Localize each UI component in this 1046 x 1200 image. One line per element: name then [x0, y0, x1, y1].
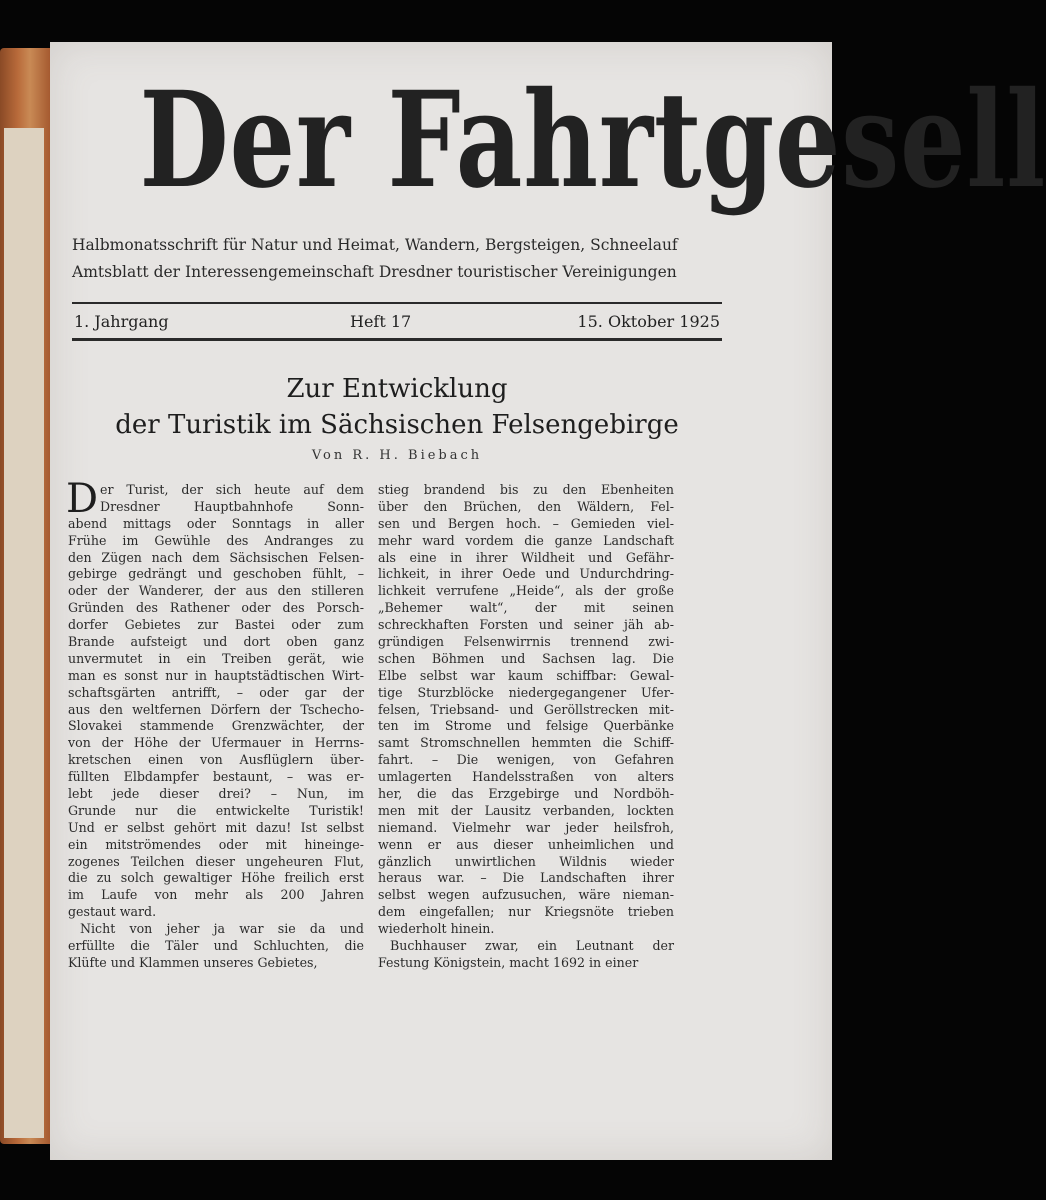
article-text-line: Elbe selbst war kaum schiffbar: Gewal-: [378, 667, 674, 683]
article-text-line: heraus war. – Die Landschaften ihrer: [378, 870, 674, 886]
article-text-line: wiederholt hinein.: [378, 921, 495, 937]
masthead-subtitle-2: Amtsblatt der Interessengemeinschaft Dresdner touristischer Vereinigungen: [72, 263, 677, 281]
issue-volume: 1. Jahrgang: [74, 312, 169, 331]
article-text-line: mehr ward vordem die ganze Landschaft: [378, 532, 674, 548]
article-text-line: selbst wegen aufzusuchen, wäre nieman-: [378, 887, 674, 903]
divider-bottom: [72, 338, 722, 341]
article-text-line: schen Böhmen und Sachsen lag. Die: [378, 650, 674, 666]
book-spine: [0, 48, 50, 1144]
article-text-line: unvermutet in ein Treiben gerät, wie: [68, 650, 364, 666]
article-text-line: aus den weltfernen Dörfern der Tschecho-: [68, 701, 364, 717]
article-text-line: schaftsgärten antrifft, – oder gar der: [68, 684, 364, 700]
article-byline: Von R. H. Biebach: [311, 448, 483, 463]
article-text-line: Brande aufsteigt und dort oben ganz: [68, 634, 364, 650]
article-text-line: kretschen einen von Ausflüglern über-: [68, 752, 364, 768]
article-column-left: [66, 476, 364, 972]
article-text-line: oder der Wanderer, der aus den stilleren: [68, 583, 364, 599]
issue-info-bar: [72, 310, 722, 336]
article-column-right: [378, 482, 674, 972]
article-title-line-1: Zur Entwicklung: [286, 374, 508, 404]
article-text-line: er Turist, der sich heute auf dem: [100, 482, 364, 497]
issue-number: Heft 17: [350, 312, 412, 331]
article-text-line: den Zügen nach dem Sächsischen Felsen-: [68, 549, 364, 565]
masthead-subtitle-1: Halbmonatsschrift für Natur und Heimat, Wandern, Bergsteigen, Schneelauf: [72, 236, 678, 254]
article-text-line: umlagerten Handelsstraßen von alters: [378, 769, 674, 785]
article-text-line: abend mittags oder Sonntags in aller: [68, 515, 364, 531]
article-text-line: felsen, Triebsand- und Geröllstrecken mit-: [378, 701, 674, 717]
article-text-line: Buchhauser zwar, ein Leutnant der: [390, 938, 674, 954]
article-text-line: fahrt. – Die wenigen, von Gefahren: [378, 752, 674, 768]
article-text-line: Grunde nur die entwickelte Turistik!: [68, 802, 364, 818]
article-text-line: Gründen des Rathener oder des Porsch-: [68, 600, 364, 616]
article-text-line: ein mitströmendes oder mit hineinge-: [68, 836, 364, 852]
article-text-line: tige Sturzblöcke niedergegangener Ufer-: [378, 684, 674, 700]
article-text-line: wenn er aus dieser unheimlichen und: [378, 836, 674, 852]
article-text-line: Klüfte und Klammen unseres Gebietes,: [68, 954, 318, 970]
article-text-line: im Laufe von mehr als 200 Jahren: [68, 887, 364, 903]
spine-inner-edge: [4, 128, 44, 1138]
article-text-line: zogenes Teilchen dieser ungeheuren Flut,: [68, 853, 364, 869]
article-text-line: men mit der Lausitz verbanden, lockten: [378, 802, 674, 818]
article-text-line: man es sonst nur in hauptstädtischen Wirt-: [68, 667, 364, 683]
article-text-line: erfüllte die Täler und Schluchten, die: [68, 938, 364, 954]
article-text-line: dem eingefallen; nur Kriegsnöte trieben: [378, 904, 674, 920]
article-text-line: stieg brandend bis zu den Ebenheiten: [378, 482, 674, 497]
article-text-line: sen und Bergen hoch. – Gemieden viel-: [378, 515, 674, 531]
article-text-line: die zu solch gewaltiger Höhe freilich erst: [68, 870, 364, 886]
article-text-line: als eine in ihrer Wildheit und Gefähr-: [378, 549, 674, 565]
article-text-line: lichkeit verrufene „Heide“, als der große: [378, 583, 674, 599]
article-text-line: Slovakei stammende Grenzwächter, der: [68, 718, 364, 734]
article-text-line: Nicht von jeher ja war sie da und: [80, 921, 364, 937]
article-text-line: gebirge gedrängt und geschoben fühlt, –: [68, 566, 364, 582]
article-text-line: lebt jede dieser drei? – Nun, im: [68, 786, 364, 802]
article-text-line: gänzlich unwirtlichen Wildnis wieder: [378, 853, 674, 869]
article-text-line: Und er selbst gehört mit dazu! Ist selbst: [68, 819, 364, 835]
article-text-line: füllten Elbdampfer bestaunt, – was er-: [68, 769, 364, 785]
article-text-line: gestaut ward.: [68, 904, 157, 920]
issue-date: 15. Oktober 1925: [577, 312, 720, 331]
article-text-line: schreckhaften Forsten und seiner jäh ab-: [378, 617, 674, 633]
article-text-line: niemand. Vielmehr war jeder heilsfroh,: [378, 819, 674, 835]
article-text-line: dorfer Gebietes zur Bastei oder zum: [68, 617, 364, 633]
article-text-line: Dresdner Hauptbahnhofe Sonn-: [100, 498, 364, 514]
article-text-line: ten im Strome und felsige Querbänke: [378, 718, 674, 734]
article-text-line: samt Stromschnellen hemmten die Schiff-: [378, 735, 674, 751]
masthead-title: Der Fahrtgesell: [139, 63, 1046, 218]
drop-cap: D: [66, 476, 99, 522]
article-text-line: von der Höhe der Ufermauer in Herrns-: [68, 735, 364, 751]
article-text-line: Frühe im Gewühle des Andranges zu: [68, 532, 364, 548]
article-text-line: lichkeit, in ihrer Oede und Undurchdring-: [378, 566, 674, 582]
article-text-line: her, die das Erzgebirge und Nordböh-: [378, 786, 674, 802]
article-text-line: „Behemer walt“, der mit seinen: [378, 600, 674, 616]
article-text-line: gründigen Felsenwirrnis trennend zwi-: [378, 634, 674, 650]
divider-top: [72, 302, 722, 304]
article-text-line: Festung Königstein, macht 1692 in einer: [378, 954, 639, 970]
article-title-line-2: der Turistik im Sächsischen Felsengebirge: [115, 410, 679, 440]
article-text-line: über den Brüchen, den Wäldern, Fel-: [378, 498, 674, 514]
